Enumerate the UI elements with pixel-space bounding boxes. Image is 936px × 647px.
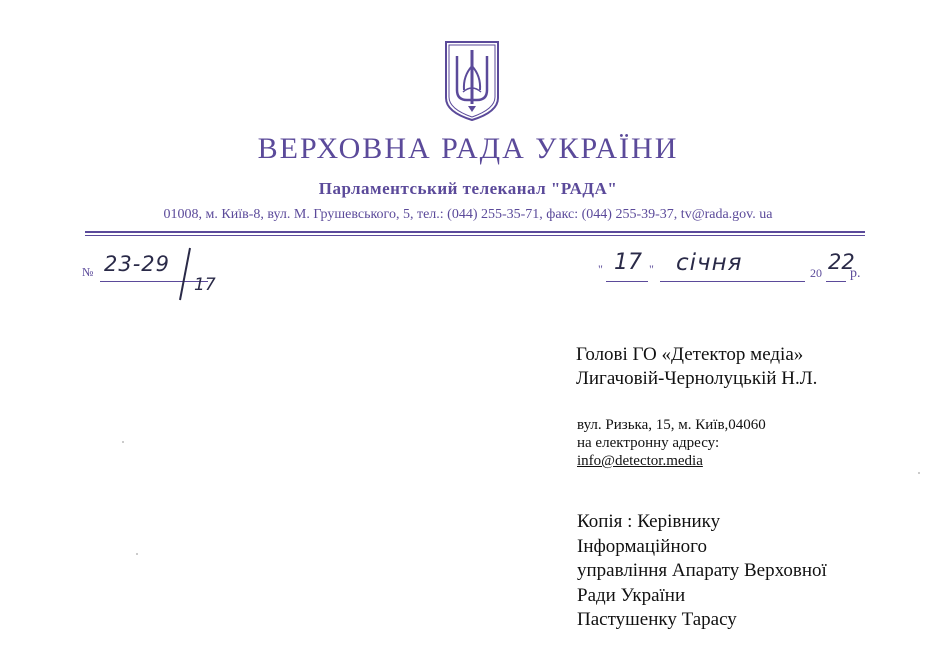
date-year-underline [826,281,846,282]
channel-subtitle: Парламентський телеканал "РАДА" [318,179,618,198]
scan-speck [122,441,124,443]
copy-line-5: Пастушенку Тарасу [577,609,737,630]
recipient-name: Лигачовій-Чернолуцькій Н.Л. [576,368,818,389]
letterhead-rule-thin [85,235,865,236]
letterhead-address: 01008, м. Київ-8, вул. М. Грушевського, 5, тел.: (044) 255-35-71, факс: (044) 255-39-37, tv@rada.gov. ua [163,207,773,222]
copy-line-2: Інформаційного [577,535,707,557]
scan-speck [918,472,920,474]
date-month-underline [660,281,805,282]
recipient-block [576,343,817,391]
copy-line-4: Ради України [577,584,686,606]
recipient-street: вул. Ризька, 15, м. Київ,04060 [577,417,766,433]
number-label: № [82,265,94,279]
date-year-suffix: р. [850,266,861,281]
organization-title: ВЕРХОВНА РАДА УКРАЇНИ [257,132,679,165]
date-close-quote: " [649,262,654,276]
handwritten-day: 17 [614,250,642,275]
handwritten-number: 23-29 [104,252,171,276]
number-suffix: 17 [194,275,216,295]
trident-emblem-icon [443,40,501,122]
handwritten-year: 22 [828,250,855,274]
copy-line-1: Копія : Керівнику [577,511,721,532]
letterhead-rule-thick [85,231,865,233]
recipient-email-intro: на електронну адресу: [577,435,720,451]
date-year-prefix: 20 [810,266,822,280]
recipient-position: Голові ГО «Детектор медіа» [576,344,804,365]
copy-recipient-block [577,510,827,633]
recipient-email-link[interactable]: info@detector.media [577,453,703,469]
handwritten-number-fraction [160,246,230,302]
scan-speck [136,553,138,555]
recipient-address-block [577,416,766,470]
date-day-underline [606,281,648,282]
date-open-quote: " [598,262,603,276]
handwritten-month: січня [676,250,743,276]
copy-line-3: управління Апарату Верховної [577,560,827,581]
